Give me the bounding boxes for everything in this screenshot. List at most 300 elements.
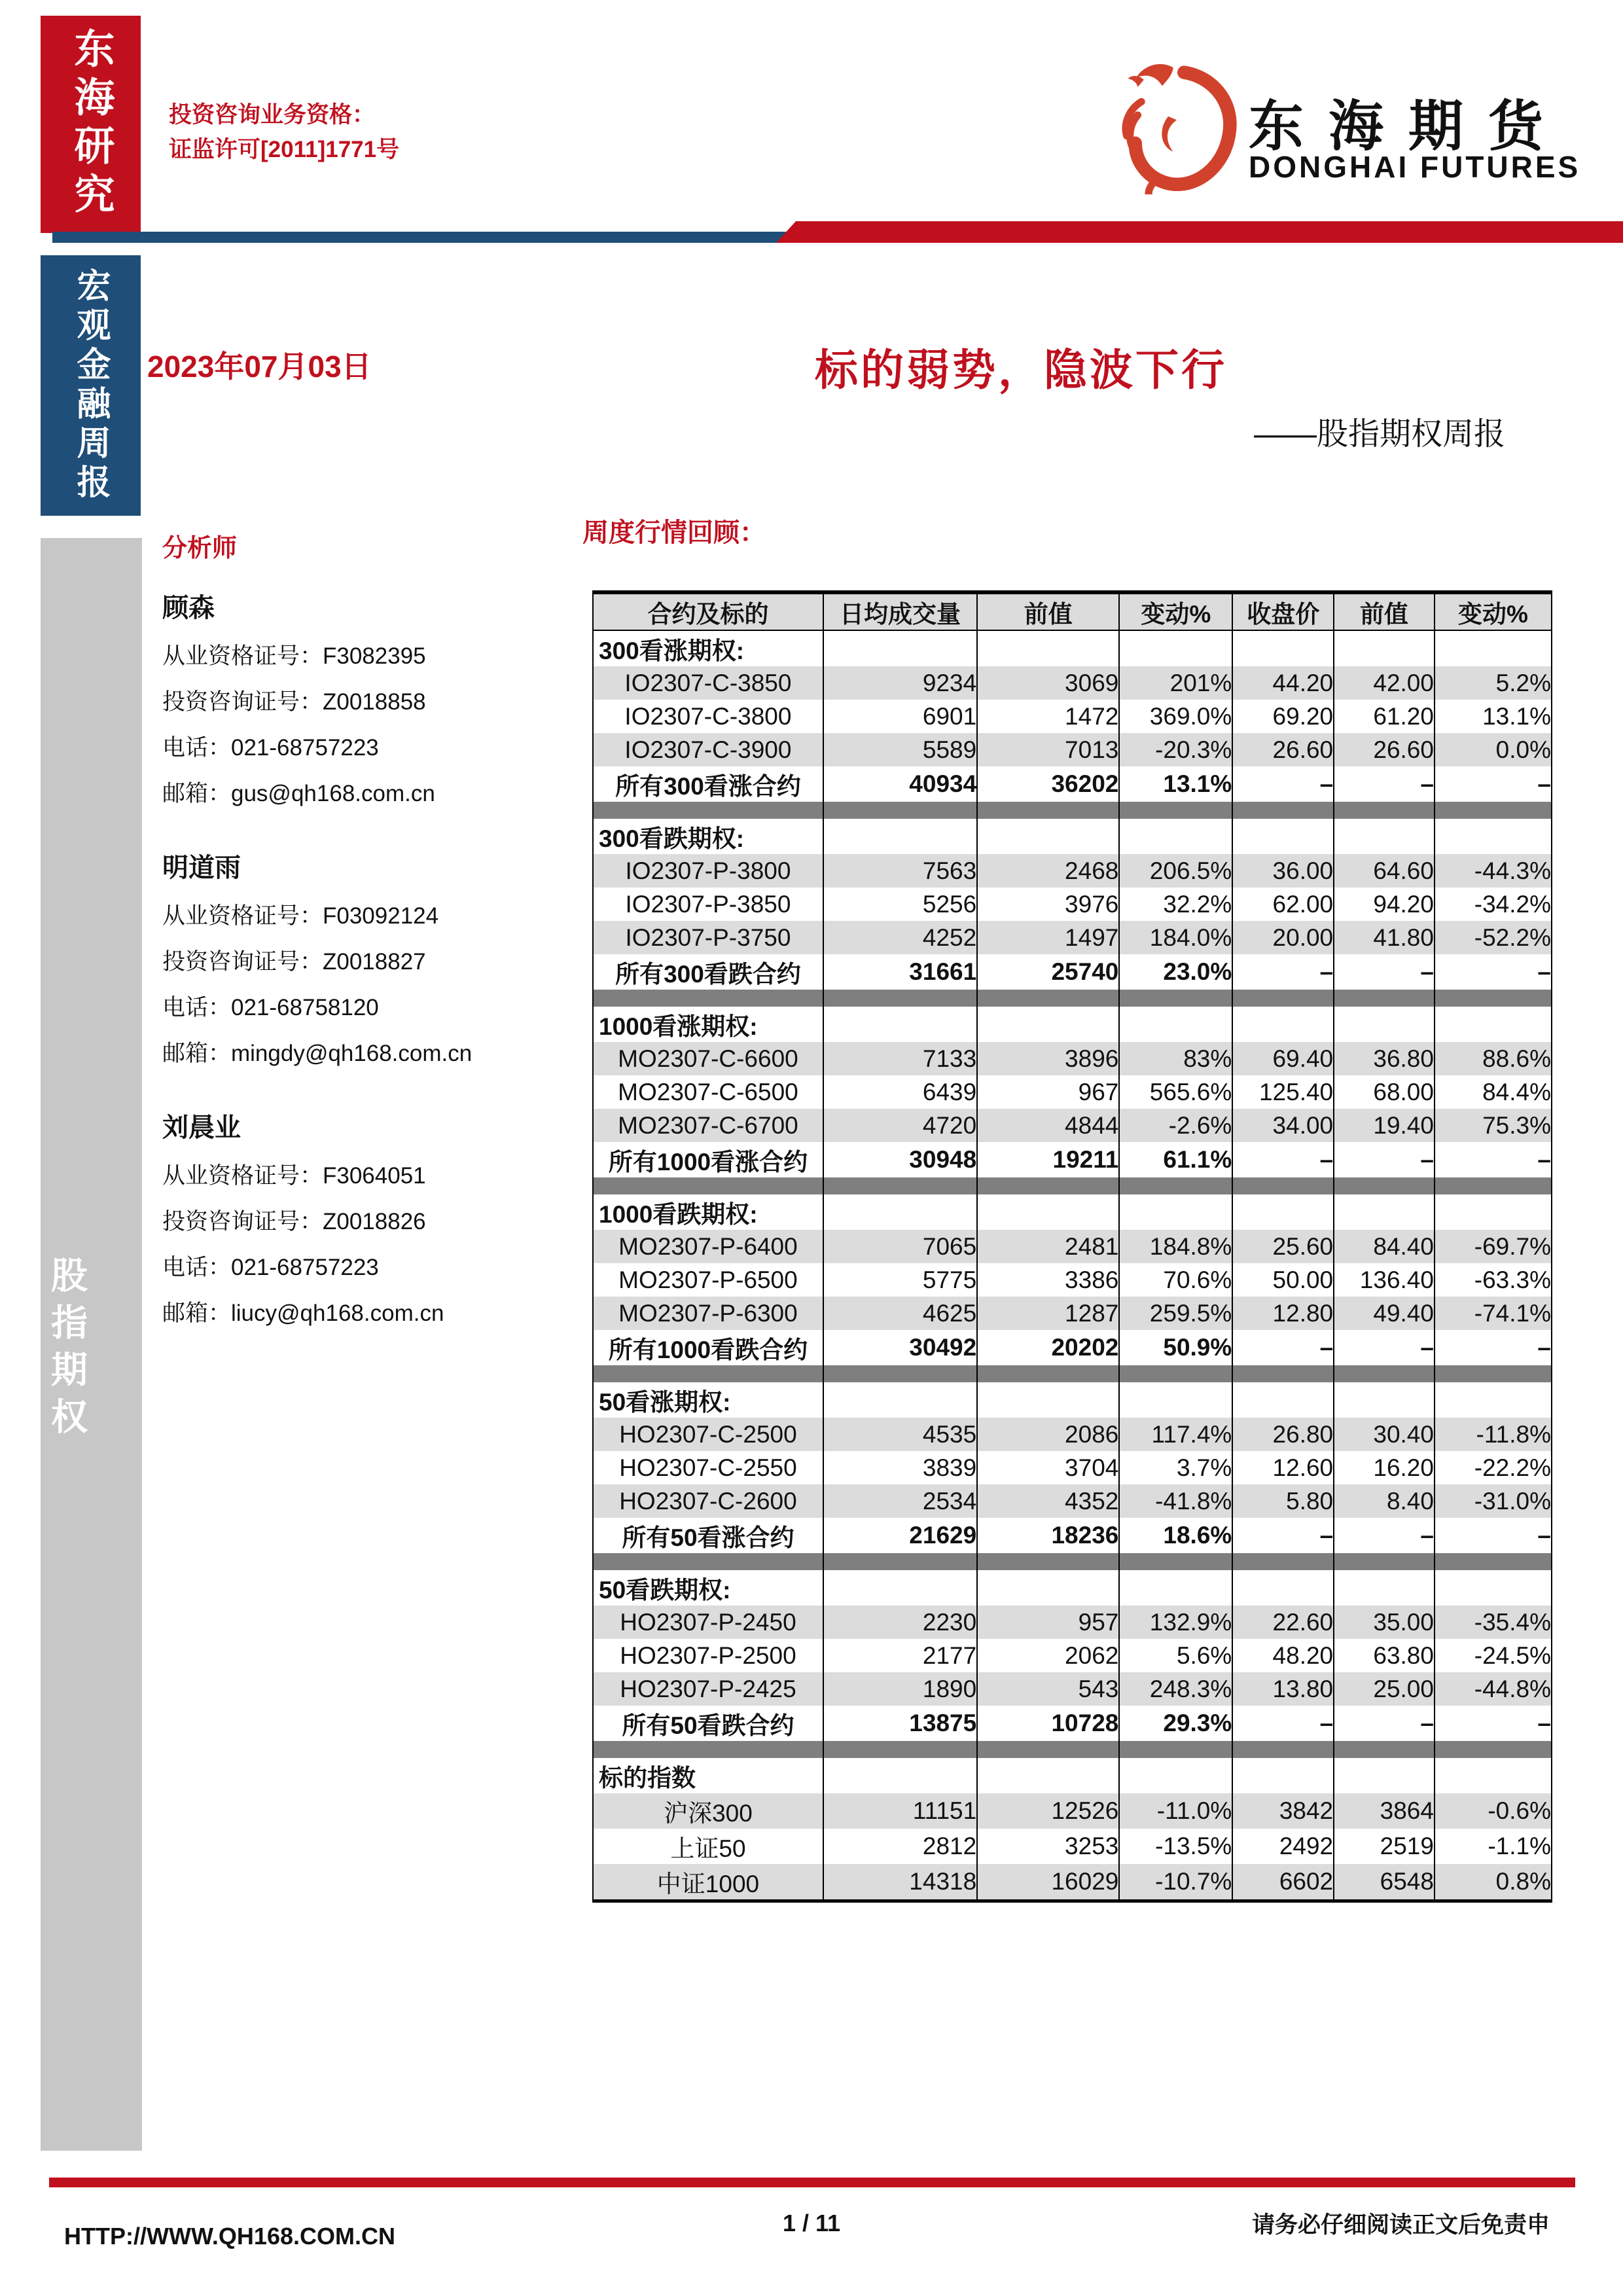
value-cell: [1334, 1570, 1435, 1605]
table-row: [593, 1418, 1552, 1451]
value-cell: 36.00: [1232, 854, 1334, 888]
value-cell: –: [1232, 1330, 1334, 1365]
value-cell: 22.60: [1232, 1605, 1334, 1639]
value-cell: 3253: [977, 1829, 1119, 1864]
table-row: [593, 1109, 1552, 1142]
value-cell: 0.8%: [1435, 1864, 1552, 1901]
row-label-cell: 1000看涨期权:: [593, 1007, 823, 1042]
row-label-cell: 300看涨期权:: [593, 630, 823, 666]
separator-cell: [977, 802, 1119, 819]
value-cell: [1435, 1570, 1552, 1605]
separator-cell: [977, 1553, 1119, 1570]
value-cell: 136.40: [1334, 1263, 1435, 1297]
logo-company-name-en: DONGHAI FUTURES: [1249, 150, 1581, 184]
value-cell: [823, 1758, 977, 1793]
value-cell: 40934: [823, 766, 977, 802]
sidebar-report-type-label: 宏观金融周报: [71, 268, 109, 503]
value-cell: 13.1%: [1435, 700, 1552, 733]
separator-cell: [1334, 1553, 1435, 1570]
value-cell: 259.5%: [1119, 1297, 1232, 1330]
sidebar-report-type-banner: [41, 255, 141, 516]
separator-cell: [823, 1177, 977, 1194]
value-cell: 3069: [977, 666, 1119, 700]
separator-cell: [593, 802, 823, 819]
value-cell: –: [1232, 954, 1334, 990]
value-cell: 61.20: [1334, 700, 1435, 733]
value-cell: 3839: [823, 1451, 977, 1484]
value-cell: [1232, 1758, 1334, 1793]
separator-cell: [1232, 1553, 1334, 1570]
value-cell: –: [1334, 1706, 1435, 1741]
analyst-detail: 从业资格证号：F03092124: [162, 903, 439, 929]
value-cell: 967: [977, 1075, 1119, 1109]
value-cell: 69.20: [1232, 700, 1334, 733]
row-label-cell: HO2307-P-2450: [593, 1605, 823, 1639]
analyst-detail: 邮箱：mingdy@qh168.com.cn: [162, 1041, 473, 1066]
row-label-cell: IO2307-P-3750: [593, 921, 823, 954]
value-cell: 9234: [823, 666, 977, 700]
analyst-name: 明道雨: [162, 853, 241, 882]
value-cell: 543: [977, 1672, 1119, 1706]
value-cell: 1287: [977, 1297, 1119, 1330]
value-cell: 4352: [977, 1484, 1119, 1518]
value-cell: 5.2%: [1435, 666, 1552, 700]
value-cell: [1334, 1758, 1435, 1793]
separator-cell: [1334, 1741, 1435, 1758]
value-cell: 7013: [977, 733, 1119, 766]
row-label-cell: HO2307-P-2425: [593, 1672, 823, 1706]
value-cell: 12.80: [1232, 1297, 1334, 1330]
row-label-cell: HO2307-P-2500: [593, 1639, 823, 1672]
value-cell: –: [1232, 1518, 1334, 1553]
value-cell: 0.0%: [1435, 733, 1552, 766]
value-cell: 68.00: [1334, 1075, 1435, 1109]
value-cell: [823, 1570, 977, 1605]
column-header: 变动%: [1119, 592, 1232, 630]
separator-cell: [593, 1177, 823, 1194]
value-cell: 248.3%: [1119, 1672, 1232, 1706]
analysts-heading: 分析师: [162, 535, 238, 562]
value-cell: -0.6%: [1435, 1793, 1552, 1829]
table-row: [593, 1075, 1552, 1109]
market-table: [592, 590, 1552, 1903]
header-divider-red: [776, 221, 1623, 243]
value-cell: 12526: [977, 1793, 1119, 1829]
value-cell: 13875: [823, 1706, 977, 1741]
value-cell: [1435, 1758, 1552, 1793]
separator-cell: [1119, 1177, 1232, 1194]
row-label-cell: HO2307-C-2550: [593, 1451, 823, 1484]
analyst-name: 顾森: [162, 594, 215, 622]
value-cell: 88.6%: [1435, 1042, 1552, 1075]
row-label-cell: IO2307-P-3800: [593, 854, 823, 888]
column-header: 变动%: [1435, 592, 1552, 630]
value-cell: [823, 630, 977, 666]
value-cell: [1232, 819, 1334, 854]
value-cell: -44.8%: [1435, 1672, 1552, 1706]
section-label-row: [593, 1570, 1552, 1605]
value-cell: 132.9%: [1119, 1605, 1232, 1639]
report-title: 标的弱势，隐波下行: [815, 346, 1227, 394]
report-subtitle: ——股指期权周报: [1254, 417, 1506, 452]
row-label-cell: 标的指数: [593, 1758, 823, 1793]
separator-cell: [823, 1365, 977, 1382]
row-label-cell: MO2307-C-6700: [593, 1109, 823, 1142]
value-cell: 5.6%: [1119, 1639, 1232, 1672]
row-label-cell: IO2307-C-3850: [593, 666, 823, 700]
value-cell: 4535: [823, 1418, 977, 1451]
value-cell: -2.6%: [1119, 1109, 1232, 1142]
value-cell: [1334, 630, 1435, 666]
value-cell: 125.40: [1232, 1075, 1334, 1109]
value-cell: –: [1435, 1142, 1552, 1177]
value-cell: 26.80: [1232, 1418, 1334, 1451]
summary-row: [593, 1142, 1552, 1177]
analyst-detail: 从业资格证号：F3064051: [162, 1163, 426, 1189]
value-cell: 36202: [977, 766, 1119, 802]
separator-cell: [1435, 1741, 1552, 1758]
table-row: [593, 1672, 1552, 1706]
section-label-row: [593, 630, 1552, 666]
value-cell: –: [1435, 1518, 1552, 1553]
value-cell: [1232, 1007, 1334, 1042]
value-cell: 62.00: [1232, 888, 1334, 921]
value-cell: -63.3%: [1435, 1263, 1552, 1297]
separator-cell: [1435, 990, 1552, 1007]
separator-row: [593, 1365, 1552, 1382]
value-cell: 63.80: [1334, 1639, 1435, 1672]
table-row: [593, 1042, 1552, 1075]
value-cell: –: [1232, 1706, 1334, 1741]
value-cell: 3386: [977, 1263, 1119, 1297]
section-label-row: [593, 1194, 1552, 1230]
footer-page-number: 1 / 11: [782, 2210, 841, 2236]
row-label-cell: 所有300看涨合约: [593, 766, 823, 802]
value-cell: 11151: [823, 1793, 977, 1829]
section-label-row: [593, 819, 1552, 854]
table-row: [593, 1864, 1552, 1901]
section-label-row: [593, 1382, 1552, 1418]
table-row: [593, 1793, 1552, 1829]
sidebar-category-label: 股指期权: [46, 1256, 88, 1444]
value-cell: 32.2%: [1119, 888, 1232, 921]
summary-row: [593, 766, 1552, 802]
separator-cell: [823, 1553, 977, 1570]
analyst-block: [162, 587, 594, 817]
table-row: [593, 700, 1552, 733]
column-header: 前值: [1334, 592, 1435, 630]
table-row: [593, 1263, 1552, 1297]
analyst-detail: 电话：021-68757223: [162, 735, 379, 761]
value-cell: 25.60: [1232, 1230, 1334, 1263]
separator-cell: [1232, 1741, 1334, 1758]
value-cell: 369.0%: [1119, 700, 1232, 733]
value-cell: 7563: [823, 854, 977, 888]
value-cell: [977, 1194, 1119, 1230]
value-cell: 13.1%: [1119, 766, 1232, 802]
separator-cell: [593, 1365, 823, 1382]
value-cell: -69.7%: [1435, 1230, 1552, 1263]
table-row: [593, 1230, 1552, 1263]
value-cell: 48.20: [1232, 1639, 1334, 1672]
value-cell: 30492: [823, 1330, 977, 1365]
footer-disclaimer: 请务必仔细阅读正文后免责申: [1251, 2212, 1550, 2238]
value-cell: 4625: [823, 1297, 977, 1330]
value-cell: 20.00: [1232, 921, 1334, 954]
value-cell: 25740: [977, 954, 1119, 990]
value-cell: [977, 1758, 1119, 1793]
value-cell: –: [1232, 1142, 1334, 1177]
value-cell: [1119, 1758, 1232, 1793]
separator-cell: [1334, 990, 1435, 1007]
value-cell: 21629: [823, 1518, 977, 1553]
row-label-cell: IO2307-P-3850: [593, 888, 823, 921]
column-header: 合约及标的: [593, 592, 823, 630]
value-cell: 6901: [823, 700, 977, 733]
separator-cell: [1334, 802, 1435, 819]
separator-cell: [977, 990, 1119, 1007]
column-header: 收盘价: [1232, 592, 1334, 630]
value-cell: [1119, 1194, 1232, 1230]
value-cell: [1435, 630, 1552, 666]
value-cell: 75.3%: [1435, 1109, 1552, 1142]
value-cell: 565.6%: [1119, 1075, 1232, 1109]
separator-cell: [1119, 1365, 1232, 1382]
value-cell: 117.4%: [1119, 1418, 1232, 1451]
value-cell: [1435, 1382, 1552, 1418]
value-cell: [1232, 1570, 1334, 1605]
row-label-cell: IO2307-C-3800: [593, 700, 823, 733]
separator-cell: [977, 1177, 1119, 1194]
value-cell: –: [1435, 954, 1552, 990]
value-cell: 1497: [977, 921, 1119, 954]
summary-row: [593, 954, 1552, 990]
value-cell: 31661: [823, 954, 977, 990]
value-cell: -35.4%: [1435, 1605, 1552, 1639]
separator-cell: [1334, 1177, 1435, 1194]
value-cell: –: [1435, 766, 1552, 802]
analysts-panel: [162, 528, 594, 1367]
value-cell: [1119, 819, 1232, 854]
value-cell: 20202: [977, 1330, 1119, 1365]
value-cell: 3842: [1232, 1793, 1334, 1829]
value-cell: 2492: [1232, 1829, 1334, 1864]
value-cell: 3864: [1334, 1793, 1435, 1829]
value-cell: 41.80: [1334, 921, 1435, 954]
separator-cell: [1435, 1177, 1552, 1194]
analyst-detail: 投资咨询证号：Z0018826: [162, 1209, 426, 1234]
value-cell: 10728: [977, 1706, 1119, 1741]
separator-cell: [1435, 1553, 1552, 1570]
value-cell: 19211: [977, 1142, 1119, 1177]
value-cell: [1119, 1382, 1232, 1418]
header-divider-blue: [52, 232, 795, 243]
value-cell: 94.20: [1334, 888, 1435, 921]
value-cell: 7133: [823, 1042, 977, 1075]
value-cell: [823, 819, 977, 854]
separator-cell: [593, 1741, 823, 1758]
value-cell: 5256: [823, 888, 977, 921]
value-cell: -31.0%: [1435, 1484, 1552, 1518]
separator-cell: [1334, 1365, 1435, 1382]
row-label-cell: 沪深300: [593, 1793, 823, 1829]
value-cell: 16029: [977, 1864, 1119, 1901]
separator-cell: [1119, 1553, 1232, 1570]
separator-cell: [1232, 990, 1334, 1007]
value-cell: 18.6%: [1119, 1518, 1232, 1553]
value-cell: -52.2%: [1435, 921, 1552, 954]
separator-row: [593, 1177, 1552, 1194]
section-label-row: [593, 1007, 1552, 1042]
value-cell: 6548: [1334, 1864, 1435, 1901]
table-row: [593, 1829, 1552, 1864]
qualification-line1: 投资咨询业务资格：: [169, 102, 376, 128]
analysts-list: [162, 587, 594, 1336]
separator-row: [593, 1741, 1552, 1758]
footer-divider: [49, 2178, 1575, 2187]
value-cell: 2062: [977, 1639, 1119, 1672]
value-cell: 34.00: [1232, 1109, 1334, 1142]
value-cell: 2230: [823, 1605, 977, 1639]
row-label-cell: 所有300看跌合约: [593, 954, 823, 990]
value-cell: 7065: [823, 1230, 977, 1263]
value-cell: [1119, 1570, 1232, 1605]
value-cell: [1334, 1007, 1435, 1042]
value-cell: 6602: [1232, 1864, 1334, 1901]
row-label-cell: IO2307-C-3900: [593, 733, 823, 766]
table-row: [593, 1484, 1552, 1518]
value-cell: -20.3%: [1119, 733, 1232, 766]
value-cell: 36.80: [1334, 1042, 1435, 1075]
value-cell: -44.3%: [1435, 854, 1552, 888]
value-cell: –: [1334, 1142, 1435, 1177]
value-cell: –: [1232, 766, 1334, 802]
value-cell: [977, 1570, 1119, 1605]
value-cell: -11.0%: [1119, 1793, 1232, 1829]
table-row: [593, 733, 1552, 766]
table-header-row: [593, 592, 1552, 630]
summary-row: [593, 1518, 1552, 1553]
value-cell: 5775: [823, 1263, 977, 1297]
footer-website-url: HTTP://WWW.QH168.COM.CN: [64, 2223, 395, 2250]
value-cell: [823, 1194, 977, 1230]
value-cell: 1890: [823, 1672, 977, 1706]
value-cell: [1119, 630, 1232, 666]
value-cell: 2812: [823, 1829, 977, 1864]
row-label-cell: MO2307-P-6400: [593, 1230, 823, 1263]
section-label-row: [593, 1758, 1552, 1793]
value-cell: 2519: [1334, 1829, 1435, 1864]
value-cell: [977, 1007, 1119, 1042]
qualification-text: [169, 98, 399, 167]
row-label-cell: 50看涨期权:: [593, 1382, 823, 1418]
value-cell: 30.40: [1334, 1418, 1435, 1451]
value-cell: -1.1%: [1435, 1829, 1552, 1864]
separator-cell: [1119, 990, 1232, 1007]
value-cell: -11.8%: [1435, 1418, 1552, 1451]
value-cell: 6439: [823, 1075, 977, 1109]
value-cell: 12.60: [1232, 1451, 1334, 1484]
value-cell: –: [1334, 1518, 1435, 1553]
value-cell: –: [1334, 766, 1435, 802]
value-cell: [823, 1382, 977, 1418]
value-cell: –: [1334, 1330, 1435, 1365]
separator-cell: [823, 802, 977, 819]
value-cell: 50.9%: [1119, 1330, 1232, 1365]
value-cell: 49.40: [1334, 1297, 1435, 1330]
table-row: [593, 921, 1552, 954]
separator-cell: [1232, 802, 1334, 819]
value-cell: 2534: [823, 1484, 977, 1518]
row-label-cell: 所有50看跌合约: [593, 1706, 823, 1741]
row-label-cell: 所有1000看跌合约: [593, 1330, 823, 1365]
value-cell: 84.40: [1334, 1230, 1435, 1263]
value-cell: -22.2%: [1435, 1451, 1552, 1484]
value-cell: 4844: [977, 1109, 1119, 1142]
row-label-cell: 300看跌期权:: [593, 819, 823, 854]
analyst-detail: 邮箱：liucy@qh168.com.cn: [162, 1300, 444, 1326]
row-label-cell: HO2307-C-2500: [593, 1418, 823, 1451]
value-cell: 184.8%: [1119, 1230, 1232, 1263]
row-label-cell: MO2307-C-6600: [593, 1042, 823, 1075]
value-cell: 50.00: [1232, 1263, 1334, 1297]
separator-cell: [977, 1365, 1119, 1382]
summary-row: [593, 1706, 1552, 1741]
row-label-cell: 所有50看涨合约: [593, 1518, 823, 1553]
value-cell: [1232, 630, 1334, 666]
row-label-cell: MO2307-C-6500: [593, 1075, 823, 1109]
row-label-cell: 50看跌期权:: [593, 1570, 823, 1605]
value-cell: 3976: [977, 888, 1119, 921]
value-cell: [977, 819, 1119, 854]
row-label-cell: MO2307-P-6500: [593, 1263, 823, 1297]
separator-cell: [1435, 802, 1552, 819]
value-cell: –: [1435, 1706, 1552, 1741]
value-cell: [1435, 819, 1552, 854]
separator-cell: [1435, 1365, 1552, 1382]
value-cell: -10.7%: [1119, 1864, 1232, 1901]
row-label-cell: 1000看跌期权:: [593, 1194, 823, 1230]
value-cell: 16.20: [1334, 1451, 1435, 1484]
value-cell: 1472: [977, 700, 1119, 733]
value-cell: [977, 630, 1119, 666]
value-cell: [1435, 1194, 1552, 1230]
value-cell: 2086: [977, 1418, 1119, 1451]
value-cell: 29.3%: [1119, 1706, 1232, 1741]
report-date: 2023年07月03日: [147, 350, 372, 384]
separator-cell: [823, 1741, 977, 1758]
dragon-logo-icon: [1116, 60, 1240, 194]
analyst-block: [162, 847, 594, 1077]
value-cell: 3.7%: [1119, 1451, 1232, 1484]
value-cell: 3896: [977, 1042, 1119, 1075]
value-cell: 83%: [1119, 1042, 1232, 1075]
analyst-detail: 投资咨询证号：Z0018858: [162, 689, 426, 715]
row-label-cell: HO2307-C-2600: [593, 1484, 823, 1518]
analyst-detail: 投资咨询证号：Z0018827: [162, 949, 426, 975]
column-header: 日均成交量: [823, 592, 977, 630]
value-cell: 84.4%: [1435, 1075, 1552, 1109]
value-cell: 13.80: [1232, 1672, 1334, 1706]
value-cell: 69.40: [1232, 1042, 1334, 1075]
analyst-detail: 电话：021-68757223: [162, 1255, 379, 1280]
value-cell: 5589: [823, 733, 977, 766]
value-cell: [1334, 1194, 1435, 1230]
separator-row: [593, 1553, 1552, 1570]
table-row: [593, 854, 1552, 888]
value-cell: 957: [977, 1605, 1119, 1639]
value-cell: 70.6%: [1119, 1263, 1232, 1297]
